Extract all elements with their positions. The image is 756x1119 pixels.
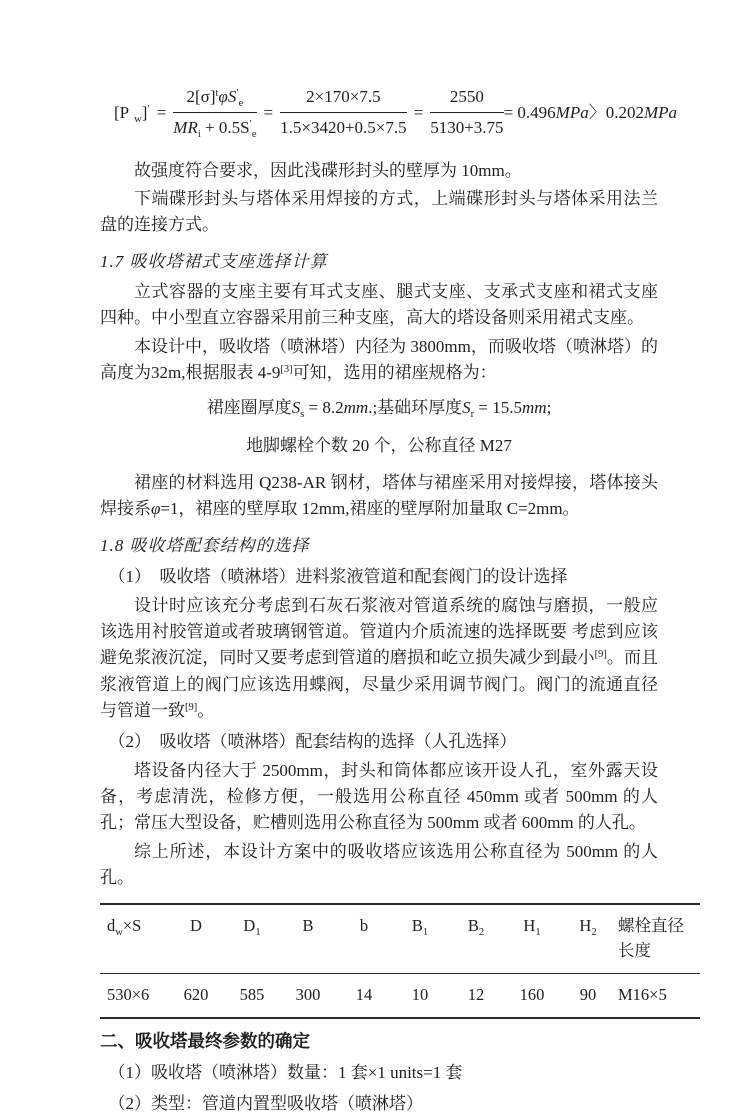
col-header-h2: $H_2$ [560, 904, 616, 973]
cell-b: 14 [355, 984, 373, 1004]
section-1-8-heading: 1.8 吸收塔配套结构的选择 [100, 535, 310, 555]
skirt-thickness-line: 裙座圈厚度$S_s = 8.2mm$.;基础环厚度$S_r = 15.5mm$; [206, 398, 552, 421]
col-header-d1: $D_1$ [224, 904, 280, 973]
table-header-row [100, 904, 700, 973]
citation-9: [9] [185, 701, 198, 713]
numeric-fraction-2: $\frac{2550}{5130+3.75}$ [430, 84, 503, 142]
cell-h2: 90 [579, 984, 597, 1004]
cell-b-cap: 300 [295, 984, 321, 1004]
cell-b2: 12 [467, 984, 485, 1004]
cell-dw-s: 530×6 [107, 984, 150, 1004]
formula-result: = 0.496MPa〉0.202MPa [503, 102, 677, 122]
citation-3: [3] [280, 364, 293, 376]
equals-sign: = [413, 102, 424, 122]
pipe-design-paragraph: 设计时应该充分考虑到石灰石浆液对管道系统的腐蚀与磨损，一般应该选用衬胶管道或者玻璃钢管道。管道内介质流速的选择既要 考虑到应该避免浆液沉淀，同时又要考虑到管道的磨损和屹立损失减少到最小[9]。而且浆液管道上的阀门应该选用蝶阀，尽量少采用调节阀门。阀门的流通直径与管道一致[9]。 [100, 595, 659, 720]
col-header-b-cap: B [280, 904, 336, 973]
cell-d1: 585 [239, 984, 265, 1004]
manhole-paragraph: 塔设备内径大于 2500mm，封头和筒体都应该开设人孔，室外露天设备，考虑清洗，检修方便，一般选用公称直径 450mm 或者 500mm 的人孔；常压大型设备，贮槽则选用公称直径为 500mm 或者 600mm 的人孔。 [100, 760, 658, 833]
col-header-bolt: 螺栓直径长度 [616, 904, 700, 973]
item-1-pipe-valve-selection: （1） 吸收塔（喷淋塔）进料浆液管道和配套阀门的设计选择 [108, 567, 568, 587]
strength-conclusion: 故强度符合要求，因此浅碟形封头的壁厚为 10mm。 [134, 160, 522, 180]
table-value-row [100, 973, 700, 1017]
final-item-quantity: （1）吸收塔（喷淋塔）数量：1 套×1 units=1 套 [108, 1062, 463, 1082]
weld-connection-note: 下端碟形封头与塔体采用焊接的方式，上端碟形封头与塔体采用法兰盘的连接方式。 [100, 189, 658, 235]
skirt-material-paragraph: 裙座的材料选用 Q238-AR 钢材，塔体与裙座采用对接焊接，塔体接头焊接系φ=1，裙座的壁厚取 12mm,裙座的壁厚附加量取 C=2mm。 [100, 473, 658, 519]
col-header-b2: $B_2$ [448, 904, 504, 973]
equals-sign: = [156, 102, 167, 122]
page-content [100, 80, 684, 1119]
section-1-7-heading: 1.7 吸收塔裙式支座选择计算 [100, 251, 328, 271]
col-header-b1: $B_1$ [392, 904, 448, 973]
skirt-dimension-table [100, 903, 700, 1018]
equals-sign: = [263, 102, 274, 122]
cell-h1: 160 [519, 984, 545, 1004]
conclusion-paragraph: 综上所述，本设计方案中的吸收塔应该选用公称直径为 500mm 的人孔。 [100, 841, 658, 887]
cell-d: 620 [183, 984, 209, 1004]
col-header-h1: $H_1$ [504, 904, 560, 973]
pressure-check-formula [114, 84, 677, 142]
item-2-manhole-selection: （2） 吸收塔（喷淋塔）配套结构的选择（人孔选择） [108, 732, 517, 752]
col-header-d: D [168, 904, 224, 973]
col-header-b: b [336, 904, 392, 973]
symbolic-fraction: $\frac{2[\sigma]^t\varphi S'_e}{MR_i + 0.5S'_e}$ [173, 84, 256, 142]
formula-lhs: [P $_w$]′ [114, 102, 150, 125]
citation-9: [9] [594, 649, 607, 661]
design-parameters-paragraph: 本设计中，吸收塔（喷淋塔）内径为 3800mm，而吸收塔（喷淋塔）的高度为32m,根据服表 4-9[3]可知，选用的裙座规格为： [100, 336, 658, 383]
cell-bolt: M16×5 [618, 984, 667, 1004]
col-header-dw-s: $d_w\times S$ [100, 904, 168, 973]
support-type-paragraph: 立式容器的支座主要有耳式支座、腿式支座、支承式支座和裙式支座四种。中小型直立容器采用前三种支座，高大的塔设备则采用裙式支座。 [100, 282, 658, 328]
numeric-fraction-1: $\frac{2\times 170\times 7.5}{1.5\times 3420+0.5\times 7.5}$ [280, 84, 407, 142]
anchor-bolt-line: 地脚螺栓个数 20 个，公称直径 M27 [246, 435, 512, 455]
cell-b1: 10 [411, 984, 429, 1004]
final-item-type: （2）类型：管道内置型吸收塔（喷淋塔） [108, 1094, 423, 1113]
section-2-heading: 二、吸收塔最终参数的确定 [100, 1030, 310, 1051]
